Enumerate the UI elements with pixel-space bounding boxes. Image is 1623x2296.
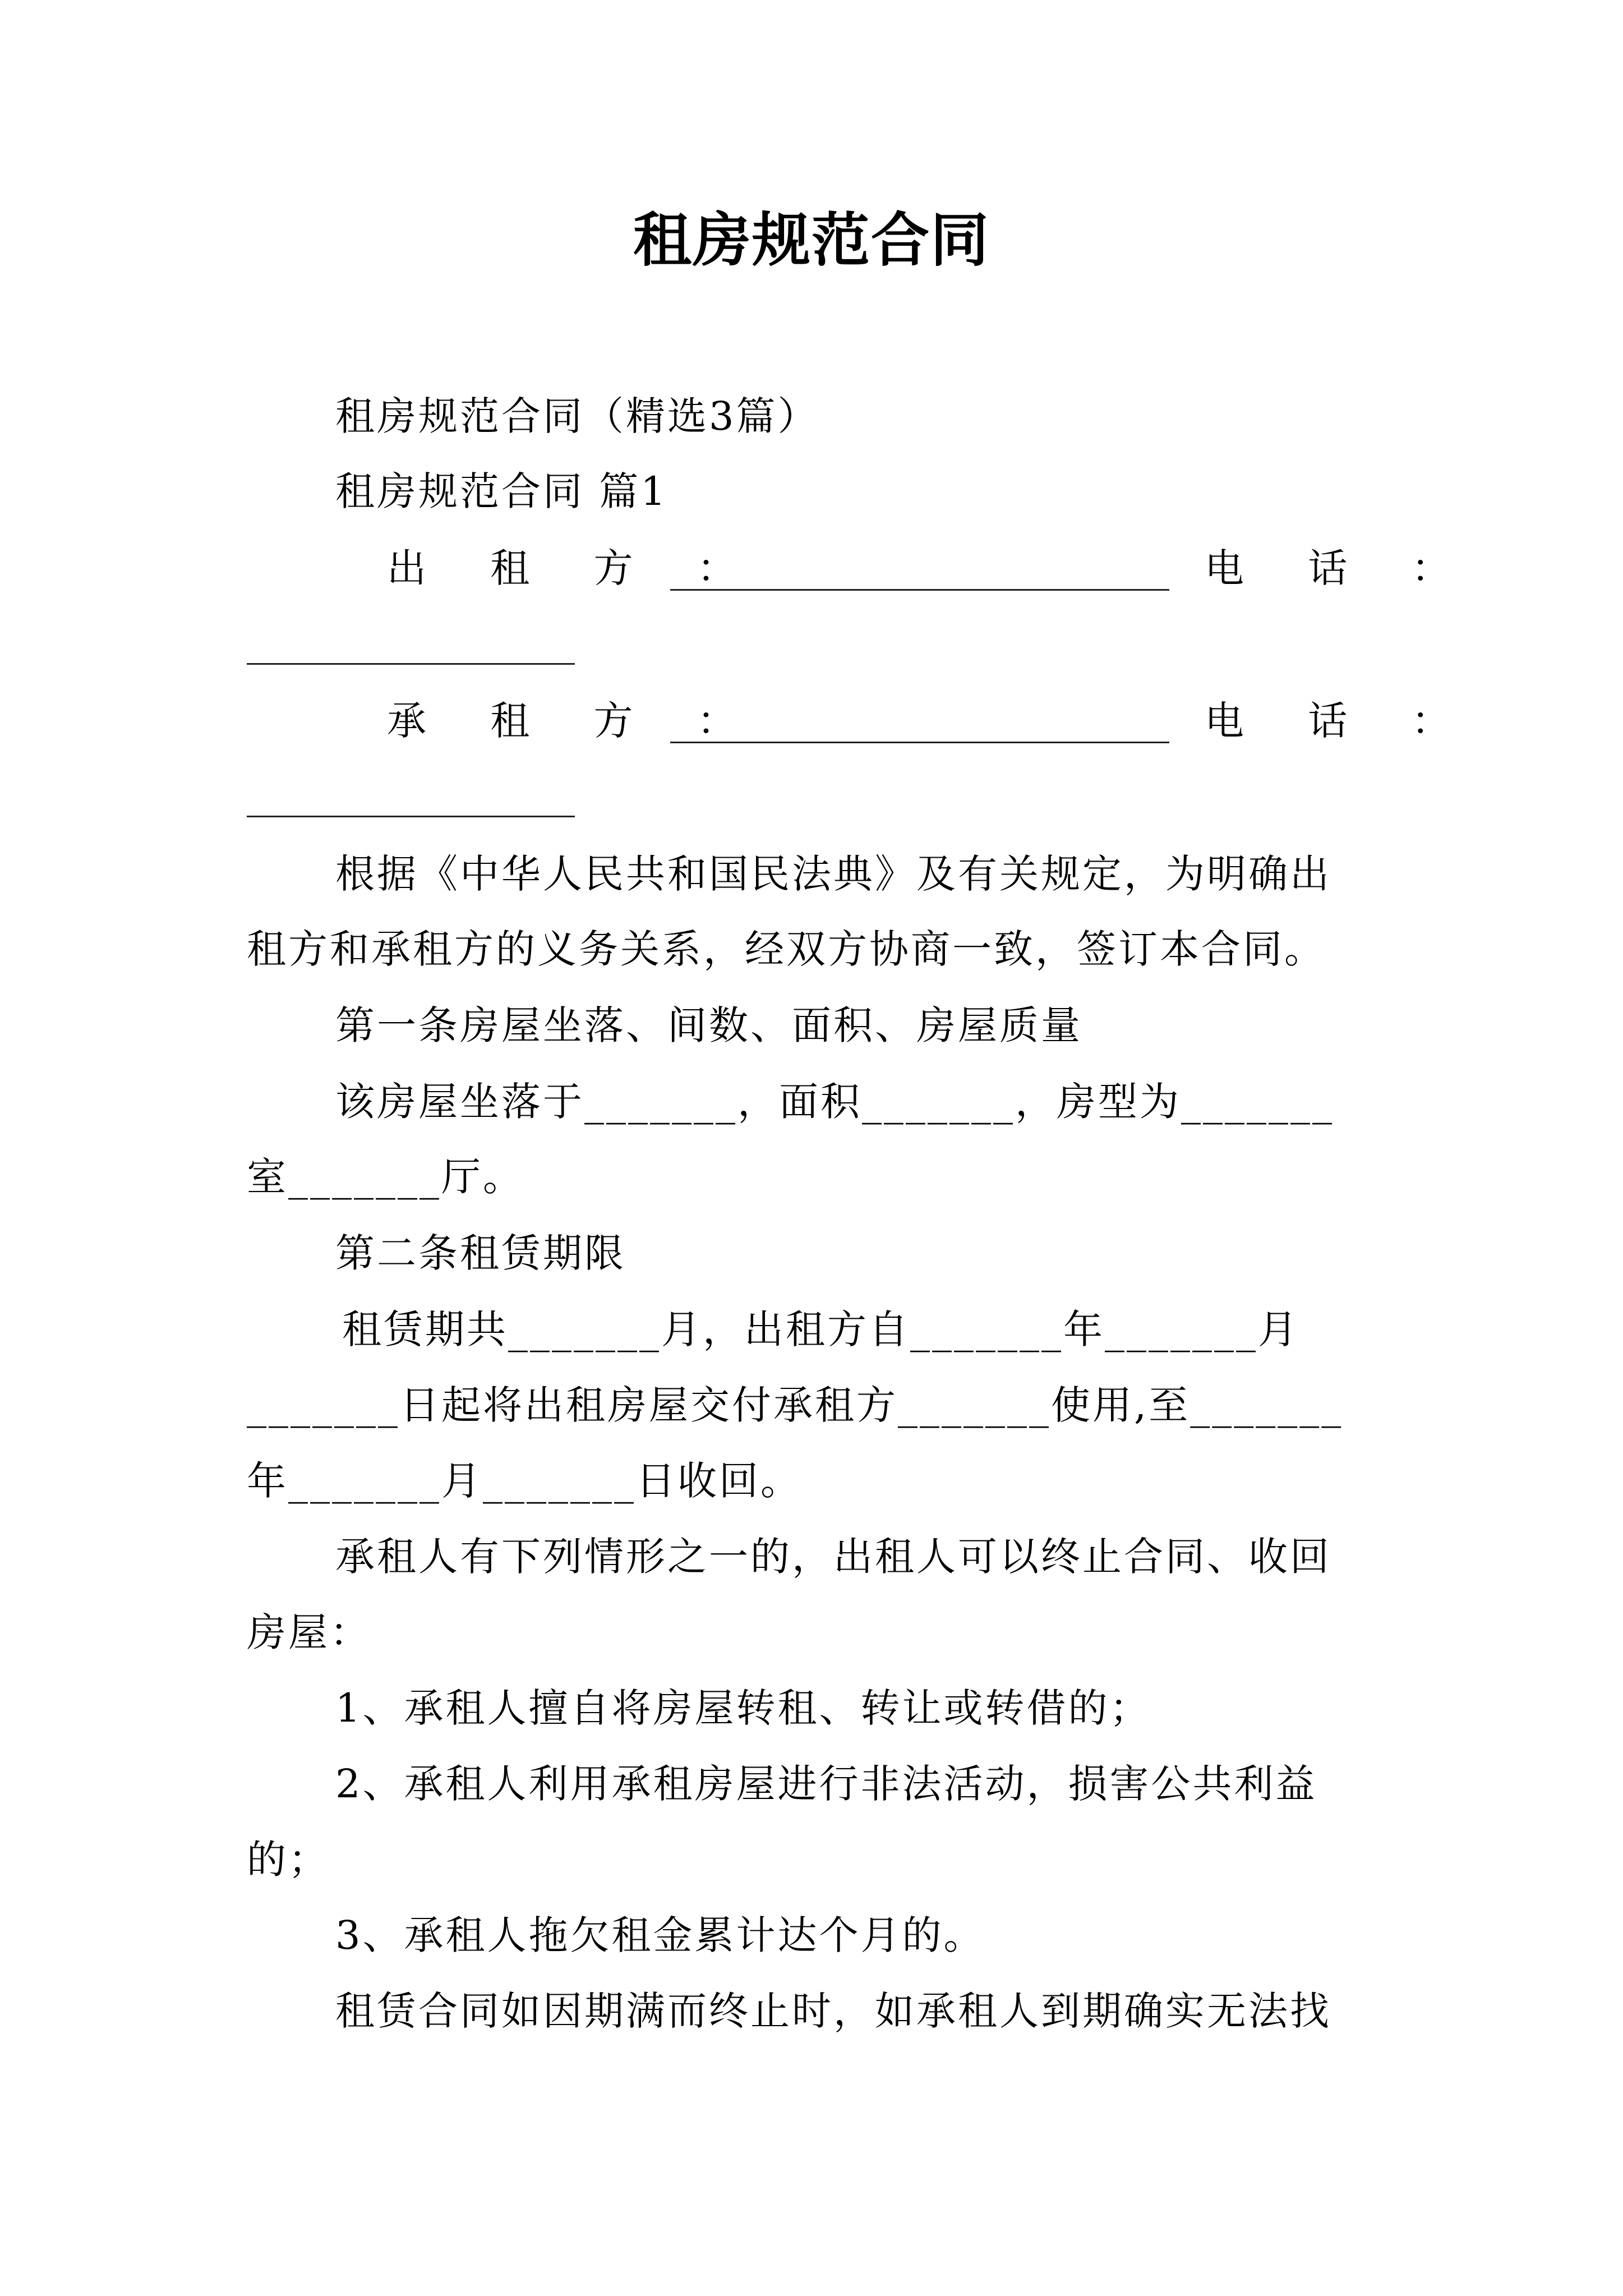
lessee-phone-label: 电 话 ： <box>1205 698 1477 744</box>
lessee-label: 承 租 方 ： <box>387 698 762 744</box>
paragraph-line: 根据《中华人民共和国民法典》及有关规定，为明确出 <box>335 851 1331 897</box>
paragraph-line: 租赁合同如因期满而终止时，如承租人到期确实无法找 <box>335 1988 1331 2034</box>
paragraph-line: 租赁期共_______月，出租方自_______年_______月 <box>342 1306 1299 1352</box>
paragraph-line: _______日起将出租房屋交付承租方_______使用,至_______ <box>247 1382 1344 1428</box>
article-heading: 第二条租赁期限 <box>335 1230 626 1276</box>
lessee-phone-blank <box>247 816 575 817</box>
paragraph-line: 该房屋坐落于_______，面积_______，房型为_______ <box>335 1079 1334 1125</box>
paragraph-line: 年_______月_______日收回。 <box>247 1458 802 1504</box>
list-item: 1、承租人擅自将房屋转租、转让或转借的； <box>335 1685 1151 1731</box>
document-title: 租房规范合同 <box>633 205 990 274</box>
paragraph-line: 室_______厅。 <box>247 1154 524 1200</box>
lessor-phone-label: 电 话 ： <box>1205 545 1477 591</box>
subtitle-line: 租房规范合同（精选3篇） <box>335 393 819 439</box>
paragraph-line: 租方和承租方的义务关系，经双方协商一致，签订本合同。 <box>247 926 1326 972</box>
lessee-name-blank <box>670 742 1169 743</box>
lessor-name-blank <box>670 589 1169 591</box>
paragraph-line: 房屋： <box>247 1609 371 1655</box>
lessor-phone-blank <box>247 663 575 665</box>
article-heading: 第一条房屋坐落、间数、面积、房屋质量 <box>335 1002 1082 1048</box>
list-item: 2、承租人利用承租房屋进行非法活动，损害公共利益 <box>335 1761 1317 1807</box>
lessor-label: 出 租 方 ： <box>387 545 762 591</box>
section-heading: 租房规范合同 篇1 <box>335 468 668 514</box>
list-item-continuation: 的； <box>247 1837 330 1883</box>
list-item: 3、承租人拖欠租金累计达个月的。 <box>335 1912 985 1958</box>
paragraph-line: 承租人有下列情形之一的，出租人可以终止合同、收回 <box>335 1534 1331 1580</box>
